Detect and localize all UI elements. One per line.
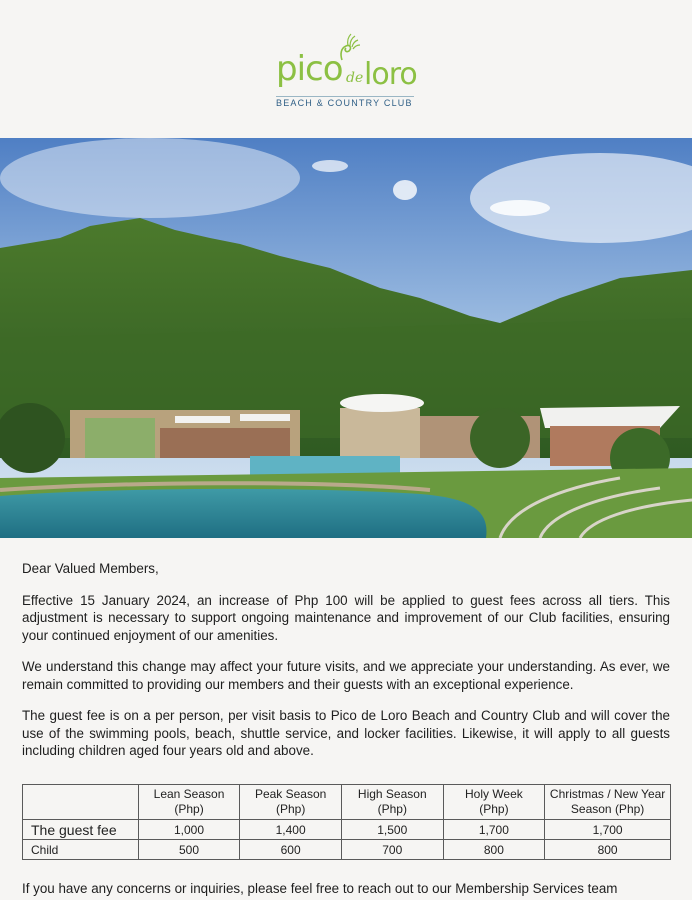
logo-word-pico: pico — [276, 49, 343, 89]
table-row — [23, 840, 671, 860]
table-cell: 700 — [341, 840, 443, 860]
table-header-row — [23, 785, 671, 820]
row-label-child: Child — [23, 840, 139, 860]
table-header-blank — [23, 785, 139, 820]
table-cell: 1,500 — [341, 820, 443, 840]
table-header-high: High Season (Php) — [341, 785, 443, 820]
table-cell: 500 — [138, 840, 240, 860]
table-cell: 1,700 — [443, 820, 545, 840]
table-cell: 1,000 — [138, 820, 240, 840]
table-header-christmas: Christmas / New Year Season (Php) — [545, 785, 671, 820]
table-row — [23, 820, 671, 840]
letter-body — [22, 560, 670, 774]
logo-word-loro: loro — [364, 57, 417, 92]
table-cell: 1,400 — [240, 820, 342, 840]
paragraph-fee-increase: Effective 15 January 2024, an increase of Php 100 will be applied to guest fees across all tiers. This adjustment is necessary to support ongoing maintenance and improvement of our Club facilities, ensuring your continued enjoyment of our amenities. — [22, 592, 670, 643]
table-cell: 1,700 — [545, 820, 671, 840]
guest-fee-table — [22, 784, 671, 860]
logo-word-de: de — [346, 70, 364, 86]
paragraph-fee-coverage: The guest fee is on a per person, per visit basis to Pico de Loro Beach and Country Club and will cover the use of the swimming pools, beach, shuttle service, and locker facilities. Likewise, it will apply to all guests including children aged four years old and above. — [22, 708, 670, 758]
pico-de-loro-logo — [272, 30, 420, 112]
table-cell: 800 — [443, 840, 545, 860]
table-header-peak: Peak Season (Php) — [240, 785, 342, 820]
row-label-guest-fee: The guest fee — [23, 820, 139, 840]
table-cell: 800 — [545, 840, 671, 860]
letterhead — [0, 0, 692, 138]
table-cell: 600 — [240, 840, 342, 860]
closing-paragraph: If you have any concerns or inquiries, please feel free to reach out to our Membership Services team — [22, 881, 618, 896]
paragraph-commitment: We understand this change may affect your future visits, and we appreciate your understanding. As ever, we remain committed to providing our members and their guests with an exceptional experience. — [22, 659, 670, 692]
logo-divider — [276, 96, 414, 97]
logo-subtitle: BEACH & COUNTRY CLUB — [276, 98, 413, 108]
resort-landscape-image — [0, 138, 692, 538]
table-header-lean: Lean Season (Php) — [138, 785, 240, 820]
hero-photo — [0, 138, 692, 538]
greeting: Dear Valued Members, — [22, 561, 159, 576]
table-header-holy-week: Holy Week (Php) — [443, 785, 545, 820]
